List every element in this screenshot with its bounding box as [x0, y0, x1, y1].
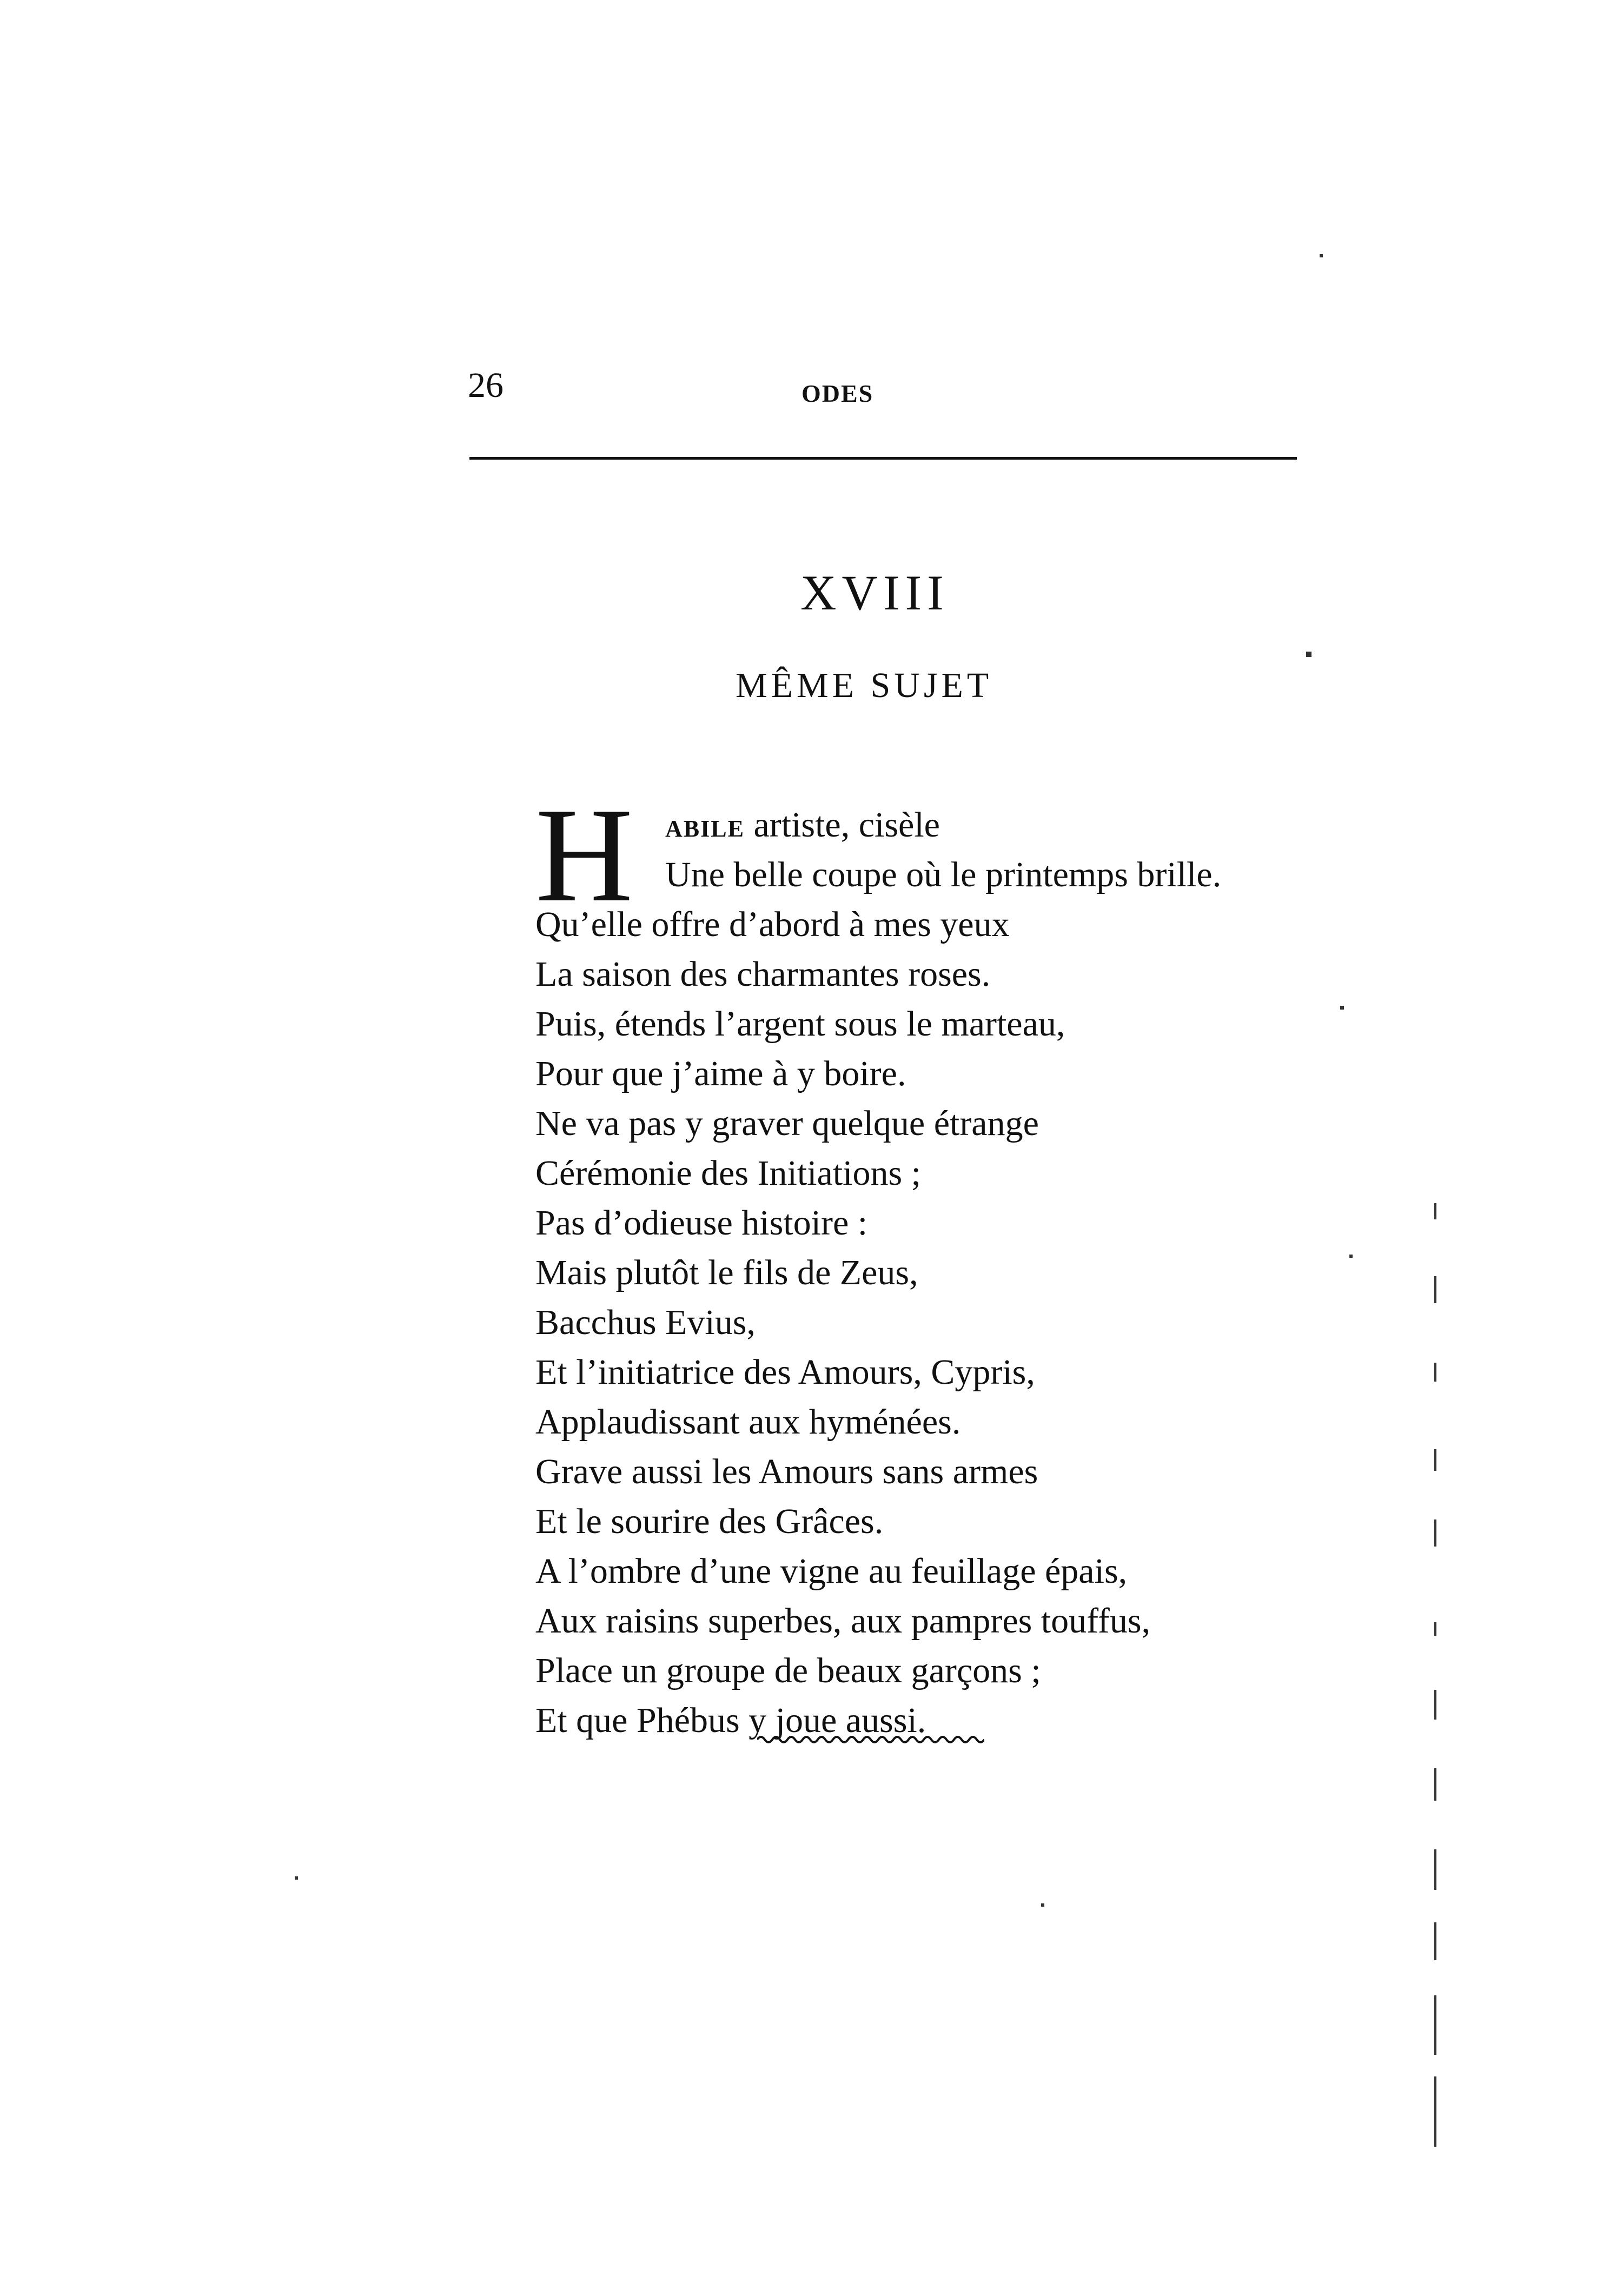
scan-speck	[1349, 1255, 1353, 1258]
scan-speck	[1306, 652, 1311, 657]
poem-line: Mais plutôt le fils de Zeus,	[535, 1253, 918, 1292]
margin-mark	[1434, 1519, 1436, 1547]
poem-line: Et le sourire des Grâces.	[535, 1502, 884, 1541]
poem-line-1	[535, 800, 1347, 850]
poem-line: Ne va pas y graver quelque étrange	[535, 1104, 1039, 1143]
margin-mark	[1434, 1449, 1436, 1471]
header-rule	[469, 457, 1297, 460]
margin-mark	[1434, 1995, 1436, 2055]
poem-line: Pas d’odieuse histoire :	[535, 1203, 868, 1243]
margin-mark	[1434, 1690, 1436, 1720]
poem-body	[535, 780, 1347, 1746]
poem-line: Place un groupe de beaux garçons ;	[535, 1651, 1041, 1690]
scan-speck	[295, 1876, 298, 1880]
poem-line: Qu’elle offre d’abord à mes yeux	[535, 905, 1010, 944]
scan-speck	[1340, 1006, 1344, 1010]
margin-mark	[1434, 1203, 1436, 1219]
poem-line: Pour que j’aime à y boire.	[535, 1054, 906, 1093]
drop-cap: H	[535, 780, 633, 930]
poem-line: Et l’initiatrice des Amours, Cypris,	[535, 1352, 1035, 1392]
first-line-text: artiste, cisèle	[744, 805, 940, 845]
ode-number: XVIII	[800, 565, 949, 620]
wavy-ornament	[757, 1733, 984, 1746]
poem-line: Aux raisins superbes, aux pampres touffus,	[535, 1601, 1151, 1641]
margin-mark	[1434, 2076, 1436, 2147]
running-title: ODES	[802, 380, 874, 407]
poem-line: Cérémonie des Initiations ;	[535, 1153, 922, 1193]
poem-line: Bacchus Evius,	[535, 1303, 756, 1342]
margin-mark	[1434, 1276, 1436, 1303]
poem-line: Grave aussi les Amours sans armes	[535, 1452, 1038, 1491]
margin-mark	[1434, 1768, 1436, 1801]
margin-mark	[1434, 1363, 1436, 1382]
first-word-small-caps: ABILE	[665, 815, 745, 842]
scan-speck	[1041, 1903, 1044, 1907]
poem-line: Une belle coupe où le printemps brille.	[665, 855, 1222, 894]
poem-line: Applaudissant aux hyménées.	[535, 1402, 961, 1442]
scan-speck	[1320, 254, 1323, 257]
poem-line: A l’ombre d’une vigne au feuillage épais,	[535, 1551, 1128, 1591]
poem-line: Et que Phébus y joue aussi.	[535, 1701, 926, 1740]
margin-mark	[1434, 1622, 1436, 1636]
margin-mark	[1434, 1849, 1436, 1890]
page-number: 26	[468, 366, 504, 405]
margin-mark	[1434, 1922, 1436, 1960]
ode-title: MÊME SUJET	[736, 666, 993, 705]
poem-line: Puis, étends l’argent sous le marteau,	[535, 1004, 1065, 1044]
poem-line: La saison des charmantes roses.	[535, 954, 991, 994]
